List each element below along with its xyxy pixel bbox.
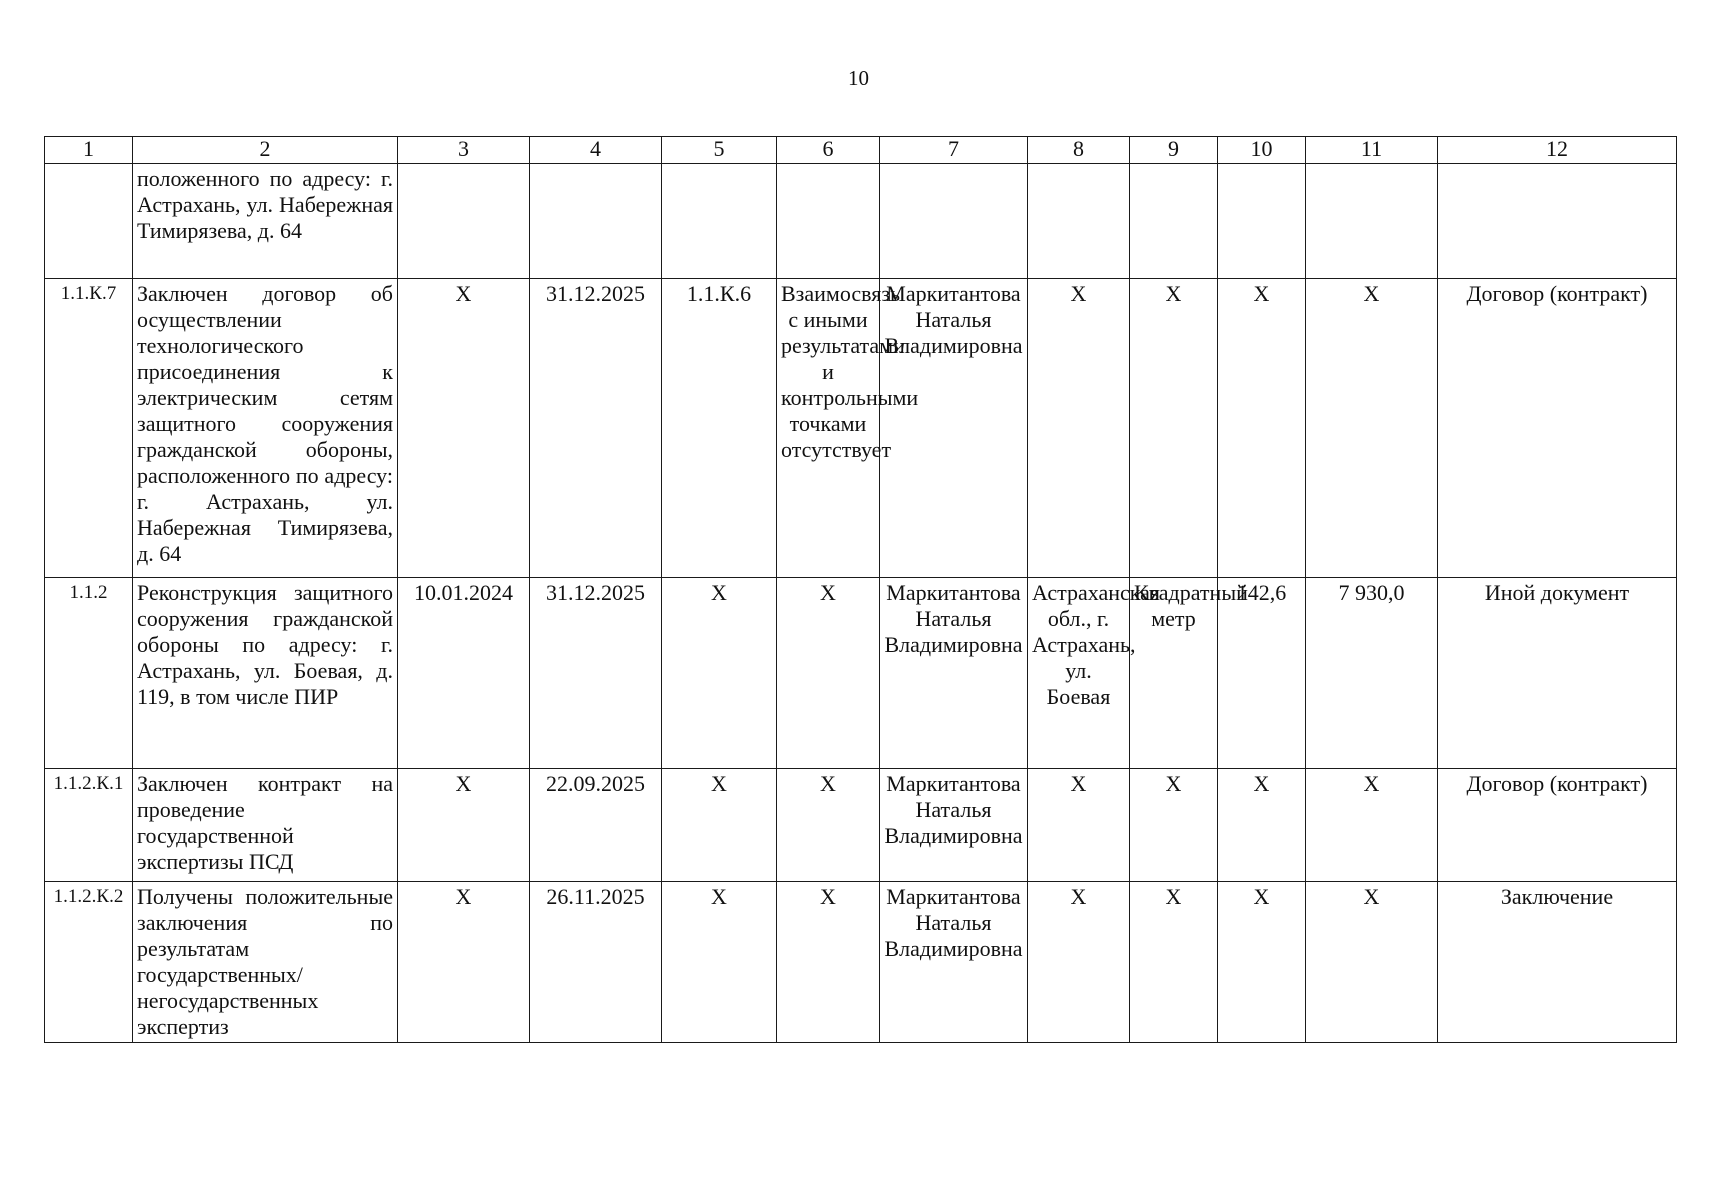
header-cell: 6 (777, 137, 880, 164)
predecessor-cell: X (662, 769, 777, 882)
header-cell: 12 (1438, 137, 1677, 164)
table-row (45, 578, 1677, 769)
document-type-cell (1438, 164, 1677, 279)
location-cell (1028, 164, 1130, 279)
quantity-cell: 142,6 (1218, 578, 1306, 769)
row-number-cell: 1.1.2.К.2 (45, 882, 133, 1043)
unit-cell: X (1130, 882, 1218, 1043)
row-number-cell: 1.1.2 (45, 578, 133, 769)
location-cell: Астраханская обл., г. Астрахань, ул. Боевая (1028, 578, 1130, 769)
document-type-cell: Договор (контракт) (1438, 769, 1677, 882)
responsible-cell: Маркитантова Наталья Владимировна (880, 578, 1028, 769)
relation-cell: X (777, 578, 880, 769)
description-cell: положенного по адресу: г. Астрахань, ул. Набережная Тимирязева, д. 64 (133, 164, 398, 279)
header-cell: 7 (880, 137, 1028, 164)
table-row (45, 769, 1677, 882)
relation-cell: X (777, 882, 880, 1043)
end-date-cell: 22.09.2025 (530, 769, 662, 882)
amount-cell: X (1306, 882, 1438, 1043)
end-date-cell (530, 164, 662, 279)
start-date-cell (398, 164, 530, 279)
unit-cell: X (1130, 279, 1218, 578)
row-number-cell: 1.1.К.7 (45, 279, 133, 578)
predecessor-cell: 1.1.К.6 (662, 279, 777, 578)
row-number-cell: 1.1.2.К.1 (45, 769, 133, 882)
relation-cell: X (777, 769, 880, 882)
location-cell: X (1028, 882, 1130, 1043)
quantity-cell: X (1218, 882, 1306, 1043)
start-date-cell: X (398, 769, 530, 882)
row-number-cell (45, 164, 133, 279)
document-type-cell: Договор (контракт) (1438, 279, 1677, 578)
relation-cell (777, 164, 880, 279)
header-row (45, 137, 1677, 164)
end-date-cell: 31.12.2025 (530, 578, 662, 769)
responsible-cell: Маркитантова Наталья Владимировна (880, 279, 1028, 578)
location-cell: X (1028, 279, 1130, 578)
predecessor-cell: X (662, 882, 777, 1043)
header-cell: 4 (530, 137, 662, 164)
quantity-cell: X (1218, 769, 1306, 882)
responsible-cell: Маркитантова Наталья Владимировна (880, 882, 1028, 1043)
predecessor-cell (662, 164, 777, 279)
quantity-cell (1218, 164, 1306, 279)
amount-cell (1306, 164, 1438, 279)
header-cell: 11 (1306, 137, 1438, 164)
relation-cell: Взаимосвязь с иными результатами и контрольными точками отсутствует (777, 279, 880, 578)
start-date-cell: X (398, 279, 530, 578)
header-cell: 9 (1130, 137, 1218, 164)
amount-cell: X (1306, 769, 1438, 882)
table-row (45, 882, 1677, 1043)
quantity-cell: X (1218, 279, 1306, 578)
description-cell: Реконструкция защитного сооружения гражданской обороны по адресу: г. Астрахань, ул. Боевая, д. 119, в том числе ПИР (133, 578, 398, 769)
start-date-cell: 10.01.2024 (398, 578, 530, 769)
responsible-cell (880, 164, 1028, 279)
header-cell: 1 (45, 137, 133, 164)
description-cell: Получены положительные заключения по результатам государственных/ негосударственных экспертиз (133, 882, 398, 1043)
header-cell: 8 (1028, 137, 1130, 164)
unit-cell: Квадратный метр (1130, 578, 1218, 769)
amount-cell: 7 930,0 (1306, 578, 1438, 769)
page-number: 10 (848, 66, 869, 90)
responsible-cell: Маркитантова Наталья Владимировна (880, 769, 1028, 882)
description-cell: Заключен контракт на проведение государственной экспертизы ПСД (133, 769, 398, 882)
amount-cell: X (1306, 279, 1438, 578)
end-date-cell: 26.11.2025 (530, 882, 662, 1043)
unit-cell (1130, 164, 1218, 279)
header-cell: 3 (398, 137, 530, 164)
results-table (44, 136, 1677, 1043)
end-date-cell: 31.12.2025 (530, 279, 662, 578)
unit-cell: X (1130, 769, 1218, 882)
header-cell: 2 (133, 137, 398, 164)
header-cell: 5 (662, 137, 777, 164)
header-cell: 10 (1218, 137, 1306, 164)
table-row (45, 279, 1677, 578)
start-date-cell: X (398, 882, 530, 1043)
predecessor-cell: X (662, 578, 777, 769)
document-type-cell: Иной документ (1438, 578, 1677, 769)
table-row (45, 164, 1677, 279)
description-cell: Заключен договор об осуществлении технологического присоединения к электрическим сетям защитного сооружения гражданской обороны, расположенного по адресу: г. Астрахань, ул. Набережная Тимирязева, д. 64 (133, 279, 398, 578)
location-cell: X (1028, 769, 1130, 882)
document-type-cell: Заключение (1438, 882, 1677, 1043)
